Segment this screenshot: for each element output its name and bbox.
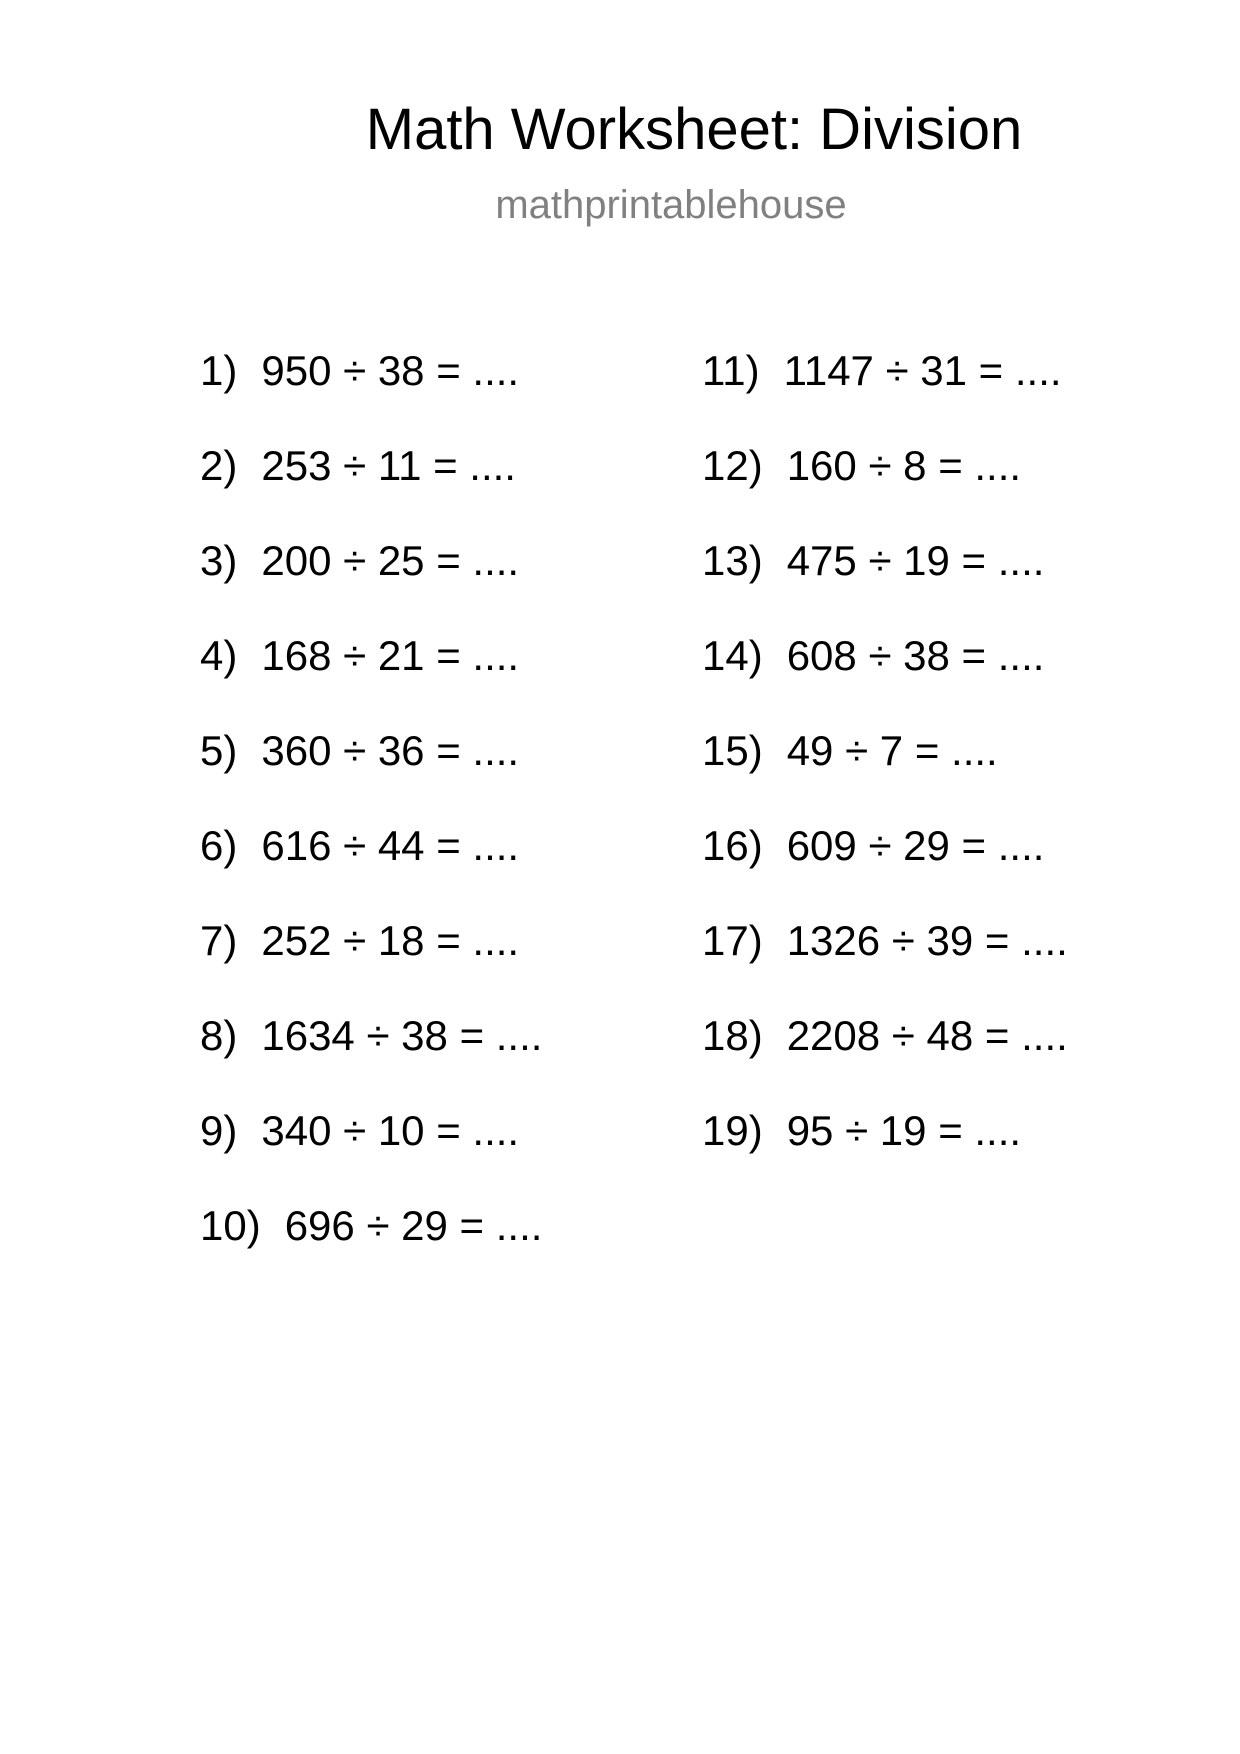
problem-expression: 95 ÷ 19 = .... xyxy=(786,1107,1022,1154)
problem-column-left xyxy=(200,345,720,1295)
problem-expression: 252 ÷ 18 = .... xyxy=(261,917,520,964)
problem-item xyxy=(200,345,720,440)
problem-expression: 1147 ÷ 31 = .... xyxy=(783,347,1062,394)
problem-item xyxy=(200,725,720,820)
problem-item xyxy=(200,1105,720,1200)
problem-number: 12) xyxy=(702,442,763,489)
problem-number: 19) xyxy=(702,1107,763,1154)
problem-expression: 2208 ÷ 48 = .... xyxy=(786,1012,1068,1059)
problem-number: 3) xyxy=(200,537,238,584)
problem-item xyxy=(702,725,1222,820)
problem-number: 14) xyxy=(702,632,763,679)
problem-number: 10) xyxy=(200,1202,261,1249)
problem-expression: 200 ÷ 25 = .... xyxy=(261,537,520,584)
problem-expression: 1634 ÷ 38 = .... xyxy=(261,1012,543,1059)
problem-number: 8) xyxy=(200,1012,238,1059)
problem-expression: 608 ÷ 38 = .... xyxy=(786,632,1045,679)
worksheet-subtitle: mathprintablehouse xyxy=(495,183,847,227)
problem-item xyxy=(200,630,720,725)
problem-item xyxy=(702,535,1222,630)
problem-expression: 616 ÷ 44 = .... xyxy=(261,822,520,869)
problem-number: 1) xyxy=(200,347,238,394)
problem-column-right xyxy=(702,345,1222,1200)
problem-number: 15) xyxy=(702,727,763,774)
problem-item xyxy=(702,440,1222,535)
problem-number: 16) xyxy=(702,822,763,869)
problem-expression: 696 ÷ 29 = .... xyxy=(284,1202,543,1249)
problem-expression: 950 ÷ 38 = .... xyxy=(261,347,520,394)
problem-expression: 49 ÷ 7 = .... xyxy=(786,727,998,774)
problem-number: 13) xyxy=(702,537,763,584)
problem-expression: 609 ÷ 29 = .... xyxy=(786,822,1045,869)
problem-expression: 253 ÷ 11 = .... xyxy=(261,442,516,489)
problem-expression: 1326 ÷ 39 = .... xyxy=(786,917,1068,964)
problem-number: 17) xyxy=(702,917,763,964)
problem-item xyxy=(702,630,1222,725)
problem-item xyxy=(200,440,720,535)
problem-number: 2) xyxy=(200,442,238,489)
problem-expression: 340 ÷ 10 = .... xyxy=(261,1107,520,1154)
problem-number: 5) xyxy=(200,727,238,774)
problem-expression: 475 ÷ 19 = .... xyxy=(786,537,1045,584)
problem-item xyxy=(702,820,1222,915)
problem-item xyxy=(200,1200,720,1295)
problem-item xyxy=(200,820,720,915)
problem-number: 18) xyxy=(702,1012,763,1059)
problem-number: 6) xyxy=(200,822,238,869)
problem-expression: 168 ÷ 21 = .... xyxy=(261,632,520,679)
worksheet-title: Math Worksheet: Division xyxy=(365,97,1023,162)
problem-item xyxy=(702,1010,1222,1105)
problem-expression: 160 ÷ 8 = .... xyxy=(786,442,1022,489)
problem-number: 4) xyxy=(200,632,238,679)
problem-number: 11) xyxy=(702,347,760,394)
problem-number: 9) xyxy=(200,1107,238,1154)
problem-item xyxy=(702,1105,1222,1200)
problem-item xyxy=(702,345,1222,440)
problem-item xyxy=(200,1010,720,1105)
problem-item xyxy=(200,915,720,1010)
problem-expression: 360 ÷ 36 = .... xyxy=(261,727,520,774)
problem-item xyxy=(200,535,720,630)
problem-number: 7) xyxy=(200,917,238,964)
problem-item xyxy=(702,915,1222,1010)
